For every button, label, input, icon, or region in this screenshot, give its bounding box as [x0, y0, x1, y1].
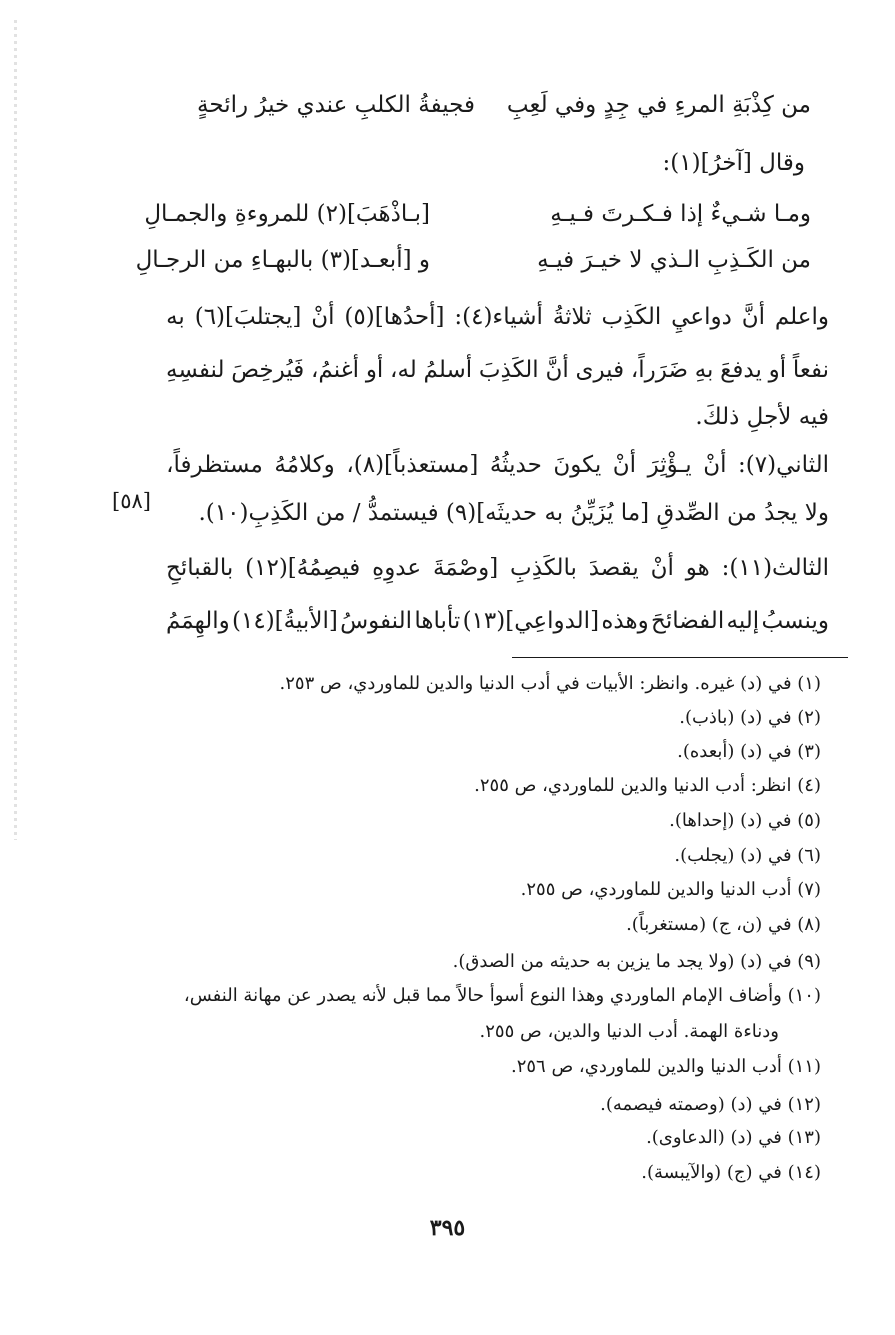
paragraph-2-line-2: ولا يجدُ من الصِّدقِ [ما يُزَيِّنُ به حديثَه](٩) فيستمدُّ / من الكَذِبِ(١٠). — [198, 500, 829, 526]
footnote-9: (٩) في (د) (ولا يجد ما يزين به حديثه من الصدق). — [452, 951, 821, 972]
footnote-5: (٥) في (د) (إحداها). — [669, 810, 821, 831]
paragraph-1-line-2: نفعاً أو يدفعَ بهِ ضَرَراً، فيرى أنَّ الكَذِبَ أسلمُ له، أو أغنمُ، فَيُرخِصَ لنفسِهِ — [166, 357, 829, 383]
verse-2b-right-hemistich: من الكَـذِبِ الـذي لا خيـرَ فيـهِ — [537, 247, 811, 273]
footnote-separator — [512, 657, 848, 658]
footnote-7: (٧) أدب الدنيا والدين للماوردي، ص ٢٥٥. — [520, 879, 821, 900]
verse-1-right-hemistich: فجيفةُ الكلبِ عندي خيرُ رائحةٍ — [197, 92, 475, 118]
paragraph-3-line-1: الثالث(١١): هو أنْ يقصدَ بالكَذِبِ [وصْمَةَ عدوِهِ فيصِمُهُ](١٢) بالقبائحِ — [166, 555, 829, 581]
verse-2a-right-hemistich: ومـا شـيءٌ إذا فـكـرتَ فـيـهِ — [550, 201, 811, 227]
footnote-6: (٦) في (د) (يجلب). — [674, 845, 821, 866]
footnote-11: (١١) أدب الدنيا والدين للماوردي، ص ٢٥٦. — [510, 1056, 821, 1077]
verse-2b-left-hemistich: و [أبعـد](٣) بالبهـاءِ من الرجـالِ — [135, 247, 430, 273]
paragraph-1-line-3: فيه لأجلِ ذلكَ. — [695, 404, 829, 430]
footnote-1: (١) في (د) غيره. وانظر: الأبيات في أدب الدنيا والدين للماوردي، ص ٢٥٣. — [279, 673, 821, 694]
footnote-3: (٣) في (د) (أبعده). — [677, 741, 821, 762]
page-number: ٣٩٥ — [429, 1215, 466, 1241]
footnote-14: (١٤) في (ج) (والآيبسة). — [641, 1162, 821, 1183]
manuscript-folio-marker: [٥٨] — [112, 489, 151, 513]
paragraph-1-line-1: واعلم أنَّ دواعيِ الكَذِب ثلاثةُ أشياء(٤): [أحدُها](٥) أنْ [يجتلبَ](٦) به — [166, 304, 829, 330]
paragraph-3-line-2: وينسبُ إليه الفضائحَ وهذه [الدواعِي](١٣) تأباها النفوسُ [الأبيةُ](١٤) والهِمَمُ — [166, 608, 829, 634]
poem-intro: وقال [آخرُ](١): — [662, 150, 805, 176]
scan-edge — [14, 20, 17, 840]
footnote-13: (١٣) في (د) (الدعاوى). — [646, 1127, 821, 1148]
footnote-8: (٨) في (ن، ج) (مستغرباً). — [626, 914, 821, 935]
verse-1-left-hemistich: من كِذْبَةِ المرءِ في جِدٍ وفي لَعِبِ — [506, 92, 811, 118]
verse-2a-left-hemistich: [بـاذْهَبَ](٢) للمروءةِ والجمـالِ — [144, 201, 430, 227]
footnote-2: (٢) في (د) (باذب). — [679, 707, 821, 728]
paragraph-2-line-1: الثاني(٧): أنْ يـؤْثِرَ أنْ يكونَ حديثُهُ [مستعذباً](٨)، وكلامُهُ مستظرفاً، — [166, 452, 829, 478]
footnote-4: (٤) انظر: أدب الدنيا والدين للماوردي، ص ٢٥٥. — [474, 775, 821, 796]
footnote-10-continuation: ودناءة الهمة. أدب الدنيا والدين، ص ٢٥٥. — [479, 1021, 779, 1042]
footnote-10: (١٠) وأضاف الإمام الماوردي وهذا النوع أسوأ حالاً مما قبل لأنه يصدر عن مهانة النفس، — [183, 985, 821, 1006]
footnote-12: (١٢) في (د) (وصمته فيصمه). — [600, 1094, 821, 1115]
